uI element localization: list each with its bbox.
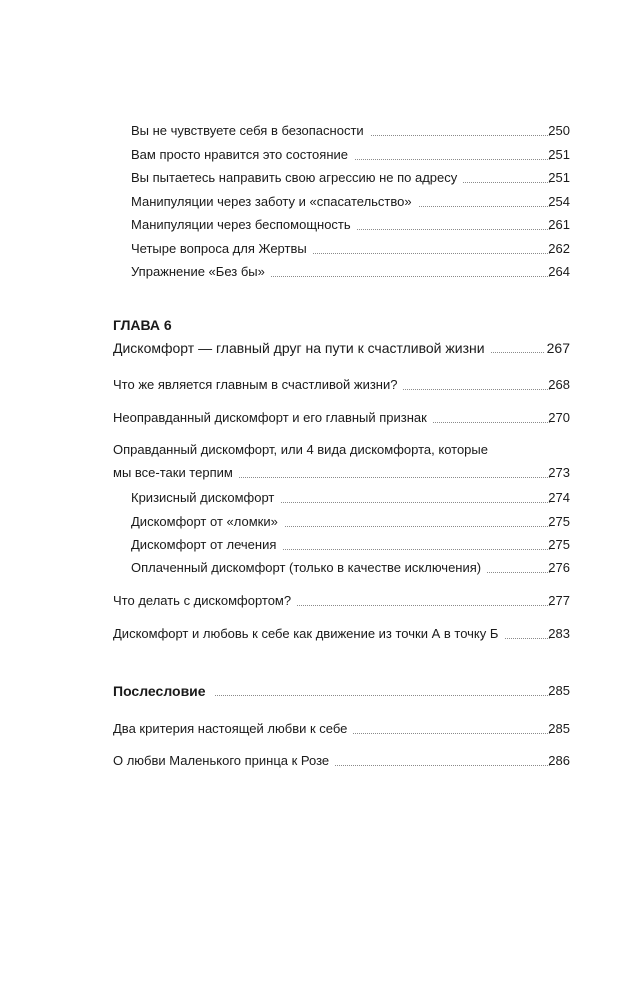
toc-entry-title: О любви Маленького принца к Розе [113,751,335,771]
toc-entry[interactable] [0,239,644,259]
toc-entry-line1[interactable] [0,440,644,460]
toc-entry[interactable] [0,375,644,395]
toc-entry[interactable] [0,408,644,428]
toc-entry-page: 275 [548,514,570,529]
toc-entry-page: 277 [548,593,570,608]
toc-entry-page: 270 [548,410,570,425]
toc-entry-title: Что же является главным в счастливой жизни? [113,375,403,395]
toc-entry-title: Дискомфорт от лечения [131,535,282,555]
toc-entry-title: Оплаченный дискомфорт (только в качестве исключения) [131,558,487,578]
toc-entry[interactable] [0,192,644,212]
toc-entry-title: мы все-таки терпим [113,463,239,483]
toc-entry-page: 275 [548,537,570,552]
toc-entry-page: 276 [548,560,570,575]
toc-chapter-entry[interactable] [0,338,644,358]
toc-entry-page: 267 [546,340,570,356]
toc-entry-title: Манипуляции через беспомощность [131,215,357,235]
toc-entry-title-line1: Оправданный дискомфорт, или 4 вида дискомфорта, которые [113,440,488,460]
toc-entry-page: 254 [548,194,570,209]
toc-entry-title: Вы пытаетесь направить свою агрессию не по адресу [131,168,463,188]
toc-entry-title: Четыре вопроса для Жертвы [131,239,313,259]
toc-entry-title: Кризисный дискомфорт [131,488,280,508]
toc-entry[interactable] [0,751,644,771]
toc-entry[interactable] [0,463,644,483]
toc-entry-title: Дискомфорт и любовь к себе как движение из точки А в точку Б [113,624,504,644]
toc-section-entry[interactable] [0,681,644,701]
toc-entry-page: 273 [548,465,570,480]
toc-entry-page: 283 [548,626,570,641]
toc-entry-title: Что делать с дискомфортом? [113,591,297,611]
toc-entry-page: 264 [548,264,570,279]
toc-entry-page: 285 [548,721,570,736]
toc-entry-page: 286 [548,753,570,768]
toc-chapter-title: Дискомфорт — главный друг на пути к счастливой жизни [113,338,491,358]
toc-entry-title: Вам просто нравится это состояние [131,145,354,165]
toc-entry[interactable] [0,215,644,235]
toc-entry[interactable] [0,168,644,188]
chapter-label: ГЛАВА 6 [113,317,172,333]
toc-entry[interactable] [0,591,644,611]
toc-entry-page: 251 [548,170,570,185]
toc-entry-title: Неоправданный дискомфорт и его главный признак [113,408,433,428]
toc-entry-page: 268 [548,377,570,392]
toc-entry[interactable] [0,145,644,165]
toc-entry[interactable] [0,719,644,739]
toc-entry-title: Упражнение «Без бы» [131,262,271,282]
toc-entry-page: 251 [548,147,570,162]
toc-entry-title: Манипуляции через заботу и «спасательство» [131,192,418,212]
toc-entry-page: 274 [548,490,570,505]
toc-entry-page: 250 [548,123,570,138]
toc-entry[interactable] [0,488,644,508]
toc-entry-title: Два критерия настоящей любви к себе [113,719,353,739]
toc-entry[interactable] [0,558,644,578]
toc-entry-page: 261 [548,217,570,232]
toc-entry[interactable] [0,262,644,282]
toc-entry-page: 262 [548,241,570,256]
toc-entry[interactable] [0,512,644,532]
toc-entry[interactable] [0,535,644,555]
toc-entry-title: Вы не чувствуете себя в безопасности [131,121,370,141]
toc-entry-page: 285 [548,683,570,698]
toc-section-title: Послесловие [113,681,214,701]
toc-entry[interactable] [0,121,644,141]
toc-entry[interactable] [0,624,644,644]
toc-entry-title: Дискомфорт от «ломки» [131,512,284,532]
